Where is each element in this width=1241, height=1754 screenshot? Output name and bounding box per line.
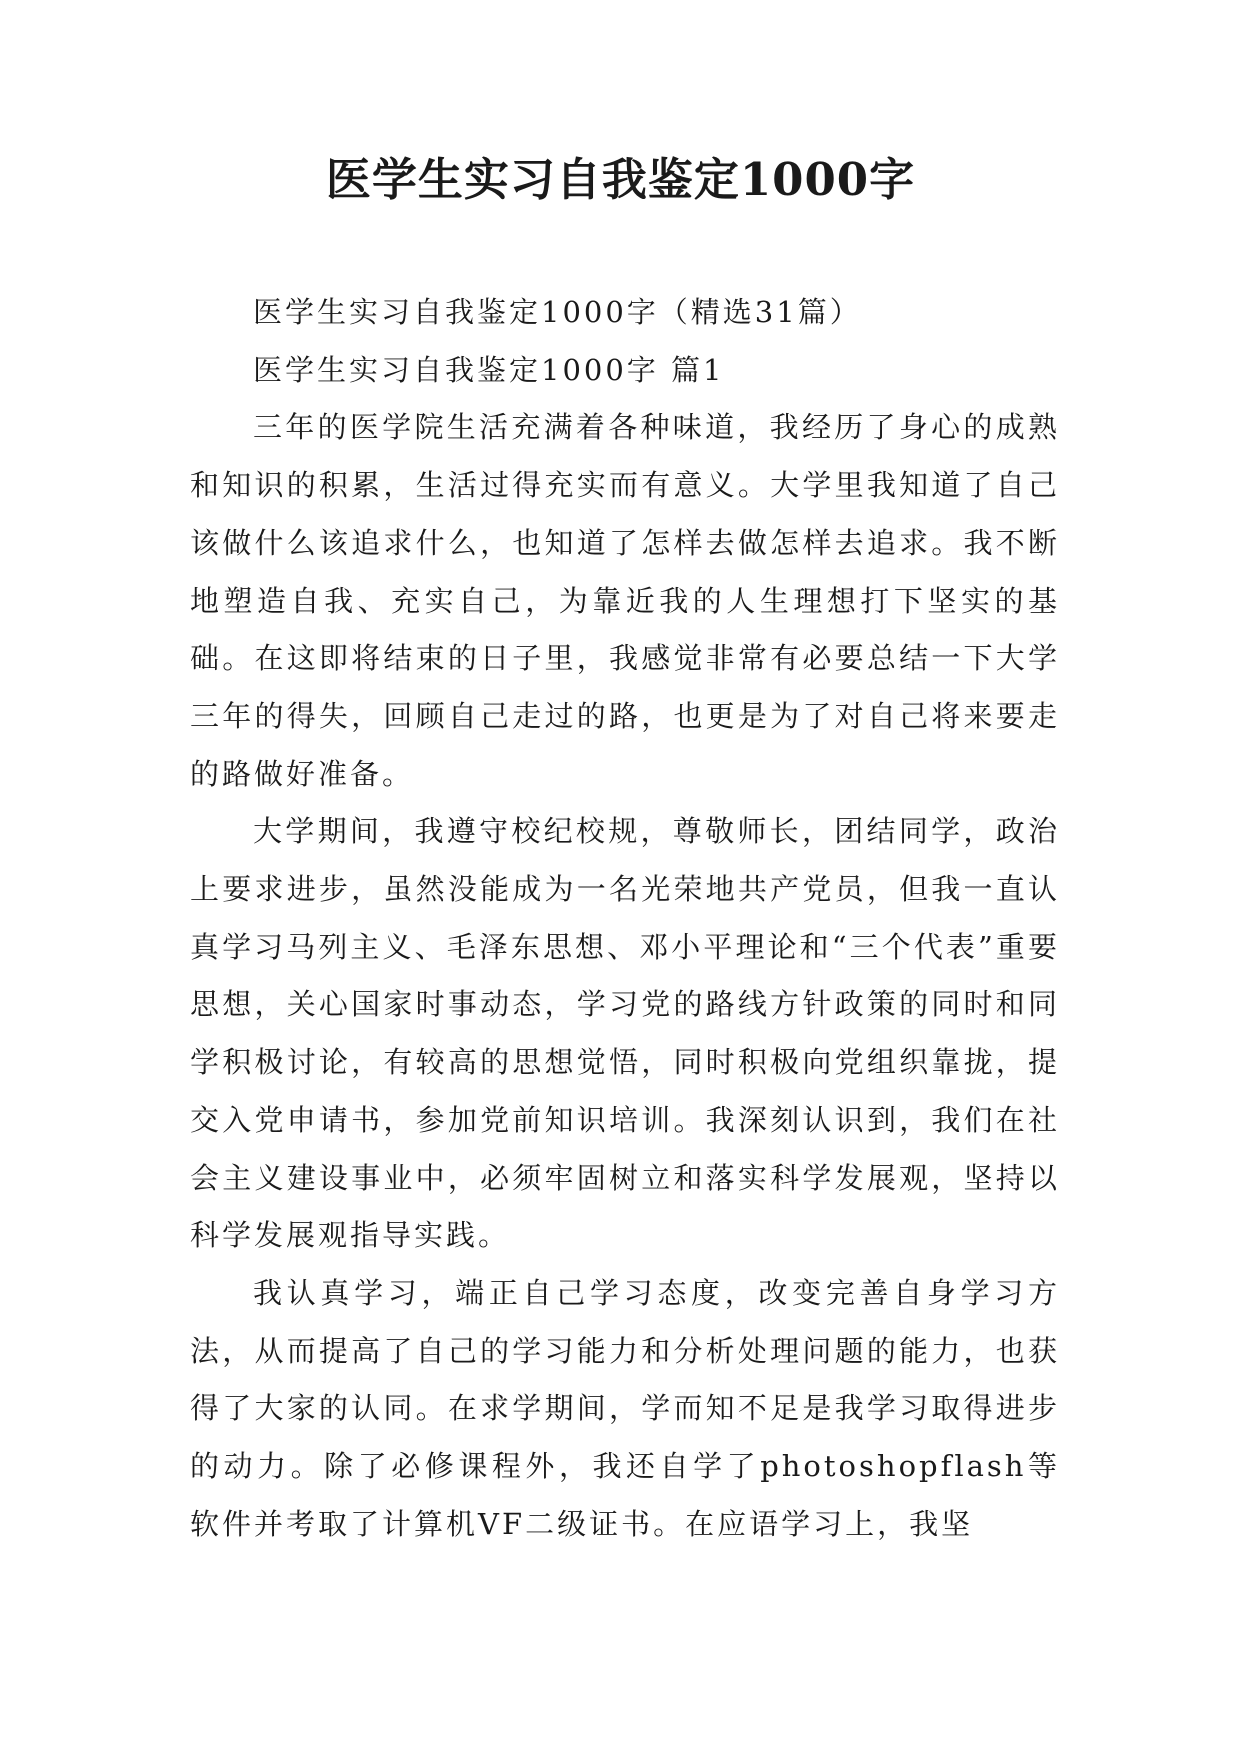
document-body <box>190 284 1060 1553</box>
section-heading: 医学生实习自我鉴定1000字 篇1 <box>253 352 725 387</box>
body-paragraph: 我认真学习，端正自己学习态度，改变完善自身学习方法，从而提高了自己的学习能力和分析处理问题的能力，也获得了大家的认同。在求学期间，学而知不足是我学习取得进步的动力。除了必修课程外，我还自学了photoshopflash等软件并考取了计算机VF二级证书。在应语学习上，我坚 <box>190 1275 1060 1541</box>
body-paragraph: 三年的医学院生活充满着各种味道，我经历了身心的成熟和知识的积累，生活过得充实而有意义。大学里我知道了自己该做什么该追求什么，也知道了怎样去做怎样去追求。我不断地塑造自我、充实自己，为靠近我的人生理想打下坚实的基础。在这即将结束的日子里，我感觉非常有必要总结一下大学三年的得失，回顾自己走过的路，也更是为了对自己将来要走的路做好准备。 <box>190 410 1060 791</box>
document-title: 医学生实习自我鉴定1000字 <box>325 153 916 206</box>
subtitle-line: 医学生实习自我鉴定1000字（精选31篇） <box>253 295 862 329</box>
body-paragraph: 大学期间，我遵守校纪校规，尊敬师长，团结同学，政治上要求进步，虽然没能成为一名光荣地共产党员，但我一直认真学习马列主义、毛泽东思想、邓小平理论和“三个代表”重要思想，关心国家时事动态，学习党的路线方针政策的同时和同学积极讨论，有较高的思想觉悟，同时积极向党组织靠拢，提交入党申请书，参加党前知识培训。我深刻认识到，我们在社会主义建设事业中，必须牢固树立和落实科学发展观，坚持以科学发展观指导实践。 <box>190 814 1060 1253</box>
